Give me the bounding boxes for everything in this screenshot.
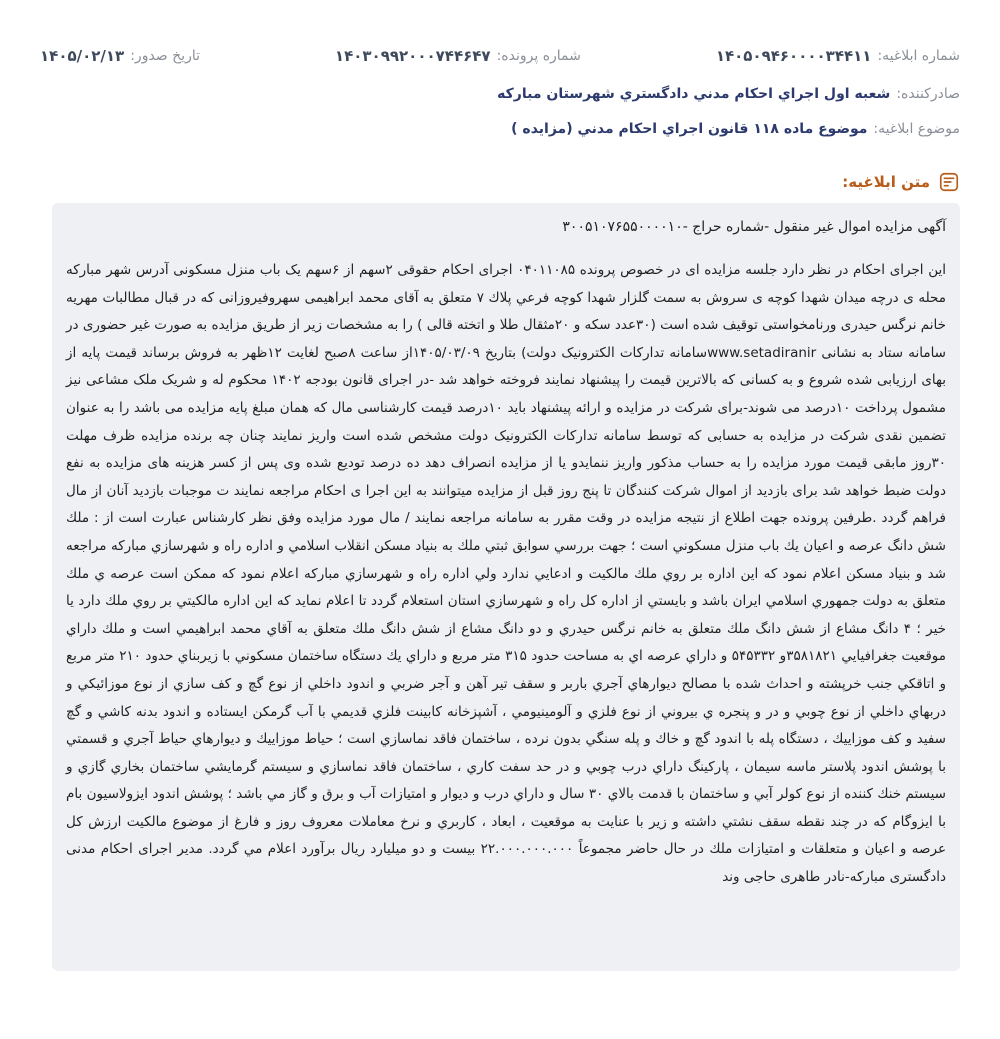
subject xyxy=(511,121,960,137)
notice-number-value: ۱۴۰۵۰۹۴۶۰۰۰۰۳۴۴۱۱ xyxy=(715,47,872,65)
subject-value: موضوع ماده ۱۱۸ قانون اجراي احكام مدني (مزايده ) xyxy=(511,121,868,137)
issue-date-label: تاریخ صدور: xyxy=(130,48,200,64)
issuer-label: صادرکننده: xyxy=(896,86,960,102)
case-number-label: شماره پرونده: xyxy=(496,48,581,64)
case-number xyxy=(335,47,581,65)
notice-number-label: شماره ابلاغیه: xyxy=(877,48,960,64)
meta-row-numbers xyxy=(40,47,960,65)
issue-date-value: ۱۴۰۵/۰۲/۱۳ xyxy=(40,47,125,65)
notice-number xyxy=(716,47,960,65)
notice-content-box xyxy=(52,203,960,971)
notice-heading: آگهی مزایده اموال غیر منقول -شماره حراج -۳۰۰۵۱۰۷۶۵۵۰۰۰۰۱۰ xyxy=(562,219,946,235)
issuer-value: شعبه اول اجراي احكام مدني دادگستري شهرستان مباركه xyxy=(497,86,891,102)
meta-row-subject xyxy=(40,121,960,137)
issue-date xyxy=(40,47,200,65)
notice-body: این اجرای احکام در نظر دارد جلسه مزایده ای در خصوص پرونده ۰۴۰۱۱۰۸۵ اجرای احکام حقوقی ۲سهم از ۶سهم یک باب منزل مسکونی آدرس شهر مبارکه محله ی درچه میدان شهدا کوچه ی سروش به سمت گلزار شهدا کوچه فرعي پلاك ۷ متعلق به آقای محمد ابراهیمی سهروفیروزانی که در قبال مطالبات مهریه خانم نرگس حیدری ورنامخواستی توقیف شده است (۳۰عدد سکه و ۲۰مثقال طلا و اتخته قالی ) را به مشخصات زیر از طریق مزایده به صورت غیر حضوری در سامانه ستاد به نشانی www.setadiranirسامانه تدارکات الکترونیک دولت) بتاریخ ۱۴۰۵/۰۳/۰۹از ساعت ۸صبح لغایت ۱۲ظهر به فروش برساند قیمت پایه از بهای ارزیابی شده شروع و به کسانی که بالاترین قیمت را پیشنهاد نمایند فروخته خواهد شد -در اجرای قانون بودجه ۱۴۰۲ محکوم له و شریک ملک مشاعی نیز مشمول پرداخت ۱۰درصد می شوند-برای شرکت در مزایده و ارائه پیشنهاد باید ۱۰درصد قیمت کارشناسی مال که همان مبلغ پایه مزایده می باشد را به عنوان تضمین نقدی شرکت در مزایده به حسابی که توسط سامانه تدارکات الکترونیک دولت مشخص شده است واریز نمایند چنان چه برنده مزایده ظرف مهلت ۳۰روز مابقی قیمت مورد مزایده را به حساب مذکور واریز ننمایدو یا از مزایده انصراف دهد ده درصد تودیع شده وی پس از کسر هزینه های مزایده به نفع دولت ضبط خواهد شد برای بازدید از اموال شرکت کنندگان تا پنج روز قبل از مزایده میتوانند به این اجرا ی احکام مراجعه نمایند ت موجبات بازدید آنان از مال فراهم گردد .طرفین پرونده جهت اطلاع از نتیجه مزایده در وقت مقرر به سامانه مراجعه نمایند / مال مورد مزايده وفق نظر كارشناس عبارت است از : ملك شش دانگ عرصه و اعيان يك باب منزل مسكوني است ؛ جهت بررسي سوابق ثبتي ملك به بنياد مسكن انقلاب اسلامي و اداره راه و شهرسازي مباركه مراجعه شد و بنياد مسكن اعلام نمود كه اين اداره بر روي ملك مالكيت و ادعايي ندارد ولي اداره راه و شهرسازي مباركه اعلام نمود كه ممكن است عرصه ي ملك متعلق به دولت جمهوري اسلامي ايران باشد و بايستي از اداره كل راه و شهرسازي استان استعلام گردد تا اعلام نمايد كه اين اداره مالكيتي بر روي ملك دارد يا خير ؛ ۴ دانگ مشاع از شش دانگ ملك متعلق به خانم نرگس حيدري و دو دانگ مشاع از شش دانگ ملك متعلق به آقاي محمد ابراهيمي است و ملك داراي موقعيت جغرافيايي ۳۵۸۱۸۲۱و ۵۴۵۳۳۲ و داراي عرصه اي به مساحت حدود ۳۱۵ متر مربع و داراي يك دستگاه ساختمان مسكوني با زيربناي حدود ۲۱۰ متر مربع و اتاقكي جنب خرپشته و احداث شده با مصالح ديوارهاي آجري باربر و سقف تير آهن و آجر ضربي و اندود داخلي از نوع گچ و كف سازي از نوع موزائيكي و دربهاي داخلي از نوع چوبي و در و پنجره ي بيروني از نوع فلزي و آلومينيومي ، آشپزخانه كابينت فلزي قديمي با آب گرمكن ايستاده و اندود بدنه كاشي و گچ سفيد و كف موزاييك ، دستگاه پله با اندود گچ و خاك و پله سنگي بدون نرده ، ساختمان فاقد نماسازي است ؛ حياط موزاييك و ديوارهاي حياط آجري و قسمتي با پوشش اندود پلاستر ماسه سيمان ، پاركينگ داراي درب چوبي و در حد سفت كاري ، ساختمان فاقد نماسازي و سيستم گرمايشي ساختمان بخاري گازي و سيستم خنك كننده از نوع كولر آبي و ساختمان با قدمت بالاي ۳۰ سال و داراي درب و ديوار و امتيازات آب و برق و گاز مي باشد ؛ پوشش اندود ايزولاسيون بام با ايزوگام كه در چند نقطه سقف نشتي داشته و زير با عنايت به موقعيت ، ابعاد ، كاربري و نرخ معاملات معروف روز و فارغ از موضوع مالكيت ارزش كل عرصه و اعيان و متعلقات و امتيازات ملك در حال حاضر مجموعاً ۲۲.۰۰۰.۰۰۰.۰۰۰ بيست و دو ميليارد ريال برآورد اعلام مي گردد. مدیر اجرای احکام مدنی دادگستری مبارکه-نادر طاهری حاجی وند xyxy=(66,262,947,886)
note-icon xyxy=(938,171,960,193)
case-number-value: ۱۴۰۳۰۹۹۲۰۰۰۷۴۴۶۴۷ xyxy=(334,47,491,65)
subject-label: موضوع ابلاغیه: xyxy=(873,121,960,137)
meta-row-issuer xyxy=(40,86,960,102)
section-title-text: متن ابلاغیه: xyxy=(842,173,930,191)
section-title xyxy=(842,171,960,193)
issuer xyxy=(497,86,960,102)
